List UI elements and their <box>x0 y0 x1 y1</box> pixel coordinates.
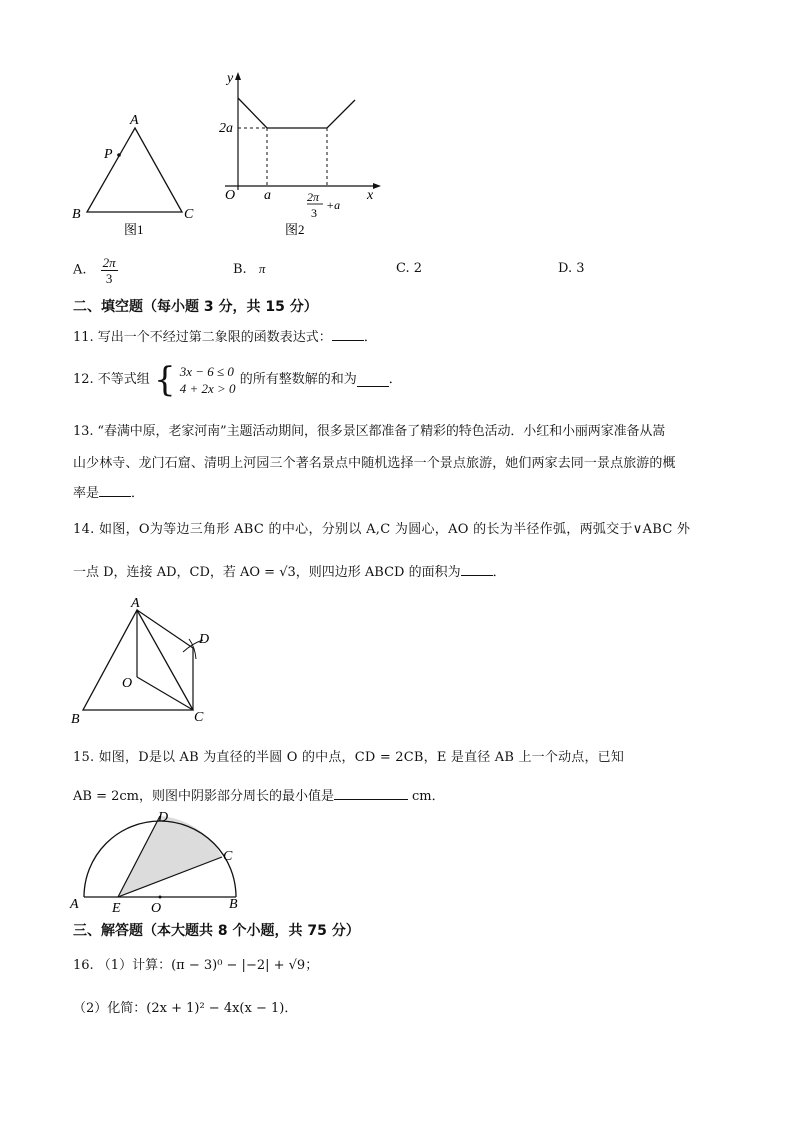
question-13-line-3 <box>73 484 144 503</box>
question-16-part-1: 16. （1）计算：(π − 3)⁰ − |−2| + √9； <box>73 958 319 973</box>
figure-14 <box>65 595 225 730</box>
q14-label-b: B <box>71 712 80 727</box>
frac-den: 3 <box>311 206 317 220</box>
triangle-abc-q14 <box>83 610 193 710</box>
question-14-line-1: 14. 如图，O为等边三角形 ABC 的中心，分别以 A,C 为圆心，AO 的长为半径作弧，两弧交于∨ABC 外 <box>73 522 691 537</box>
section-2-heading: 二、填空题（每小题 3 分，共 15 分） <box>73 299 318 315</box>
label-c: C <box>184 207 194 222</box>
q12-ineq-2: 4 + 2x > 0 <box>179 381 236 396</box>
figure-1-triangle <box>60 108 210 240</box>
q15-blank <box>334 787 408 800</box>
q13-blank <box>99 484 131 497</box>
q11-text: 11. 写出一个不经过第二象限的函数表达式： <box>73 330 332 345</box>
q15-label-c: C <box>223 849 233 864</box>
question-16-part-2: （2）化简：(2x + 1)² − 4x(x − 1)． <box>73 1001 298 1016</box>
q12-ineq-1: 3x − 6 ≤ 0 <box>179 364 234 379</box>
label-plus-a: +a <box>326 198 341 212</box>
q15-label-a: A <box>70 897 79 912</box>
question-13-line-2: 山少林寺、龙门石窟、清明上河园三个著名景点中随机选择一个景点旅游，她们两家去同一景点旅游的概 <box>73 456 676 471</box>
option-a-den: 3 <box>105 271 113 286</box>
y-axis-arrow <box>235 72 241 80</box>
center-o <box>159 896 162 899</box>
option-a-fraction <box>101 255 118 286</box>
option-b-label: B. <box>233 262 247 277</box>
q11-blank <box>332 328 364 341</box>
segment-ad <box>137 610 193 648</box>
label-y: y <box>227 71 234 86</box>
label-2a: 2a <box>219 121 233 136</box>
q15-line2a: AB = 2cm，则图中阴影部分周长的最小值是 <box>73 789 334 804</box>
question-14-line-2 <box>73 563 506 582</box>
question-15-line-2 <box>73 787 445 806</box>
segment-oc <box>137 677 193 710</box>
q14-label-a: A <box>131 596 140 611</box>
q13-period: ． <box>131 486 145 501</box>
label-b: B <box>72 207 81 222</box>
question-11 <box>73 328 377 347</box>
option-a-label: A. <box>73 262 87 278</box>
option-c: C. 2 <box>396 261 423 276</box>
q13-line3-text: 率是 <box>73 486 100 501</box>
caption-fig2: 图2 <box>285 222 305 237</box>
option-b <box>233 260 265 279</box>
option-b-value: π <box>258 261 266 276</box>
q12-blank <box>357 374 389 387</box>
x-axis-arrow <box>373 183 381 189</box>
q15-label-b: B <box>229 897 238 912</box>
q12-prefix: 12. 不等式组 <box>73 372 150 387</box>
q15-line2b: cm． <box>411 789 445 804</box>
label-origin: O <box>225 188 236 203</box>
point-p <box>117 153 121 157</box>
q11-period: ． <box>363 330 377 345</box>
graph-curve <box>238 98 355 128</box>
label-p: P <box>104 147 113 162</box>
figure-15 <box>65 805 255 917</box>
figure-2-graph <box>215 68 390 243</box>
frac-num: 2π <box>307 190 320 204</box>
label-x: x <box>367 188 374 203</box>
q14-period: ． <box>492 565 506 580</box>
q12-brace: { <box>153 360 176 400</box>
option-d: D. 3 <box>558 261 585 276</box>
option-a-num: 2π <box>102 255 116 270</box>
triangle-abc <box>87 128 182 212</box>
section-3-heading: 三、解答题（本大题共 8 个小题，共 75 分） <box>73 923 360 939</box>
shaded-region <box>118 816 222 897</box>
q15-label-o: O <box>151 901 162 916</box>
question-12 <box>73 362 402 402</box>
q12-system <box>180 363 236 397</box>
q14-line2-text: 一点 D，连接 AD，CD，若 AO = √3，则四边形 ABCD 的面积为 <box>73 565 461 580</box>
q14-label-c: C <box>194 710 204 725</box>
label-a-tick: a <box>264 188 271 203</box>
question-13-line-1: 13. “春满中原，老家河南”主题活动期间，很多景区都准备了精彩的特色活动．小红和小丽两家准备从嵩 <box>73 424 666 439</box>
q14-label-o: O <box>122 676 133 691</box>
q15-label-d: D <box>158 810 169 825</box>
option-a <box>73 255 118 286</box>
q12-suffix: 的所有整数解的和为 <box>239 372 357 387</box>
caption-fig1: 图1 <box>124 222 144 237</box>
q14-blank <box>461 563 493 576</box>
q14-label-d: D <box>199 632 210 647</box>
label-a: A <box>130 113 139 128</box>
question-15-line-1: 15. 如图，D是以 AB 为直径的半圆 O 的中点，CD = 2CB，E 是直径 AB 上一个动点，已知 <box>73 750 625 765</box>
q15-label-e: E <box>112 901 121 916</box>
q12-period: ． <box>388 372 402 387</box>
